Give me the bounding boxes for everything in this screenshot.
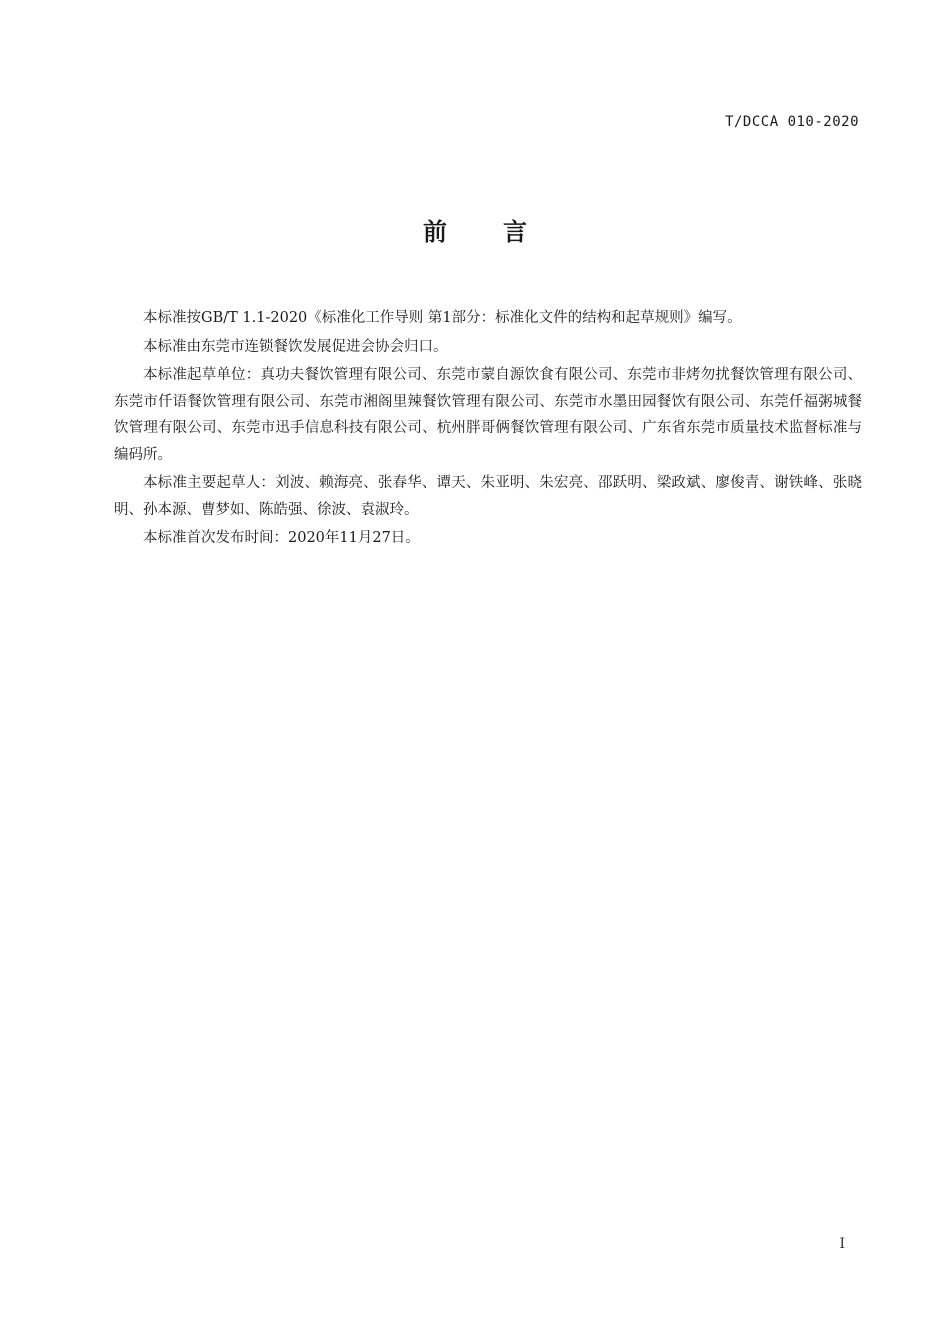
paragraph-drafters: 本标准主要起草人：刘波、赖海亮、张春华、谭天、朱亚明、朱宏亮、邵跃明、梁政斌、廖俊青、谢铁峰、张晓明、孙本源、曹梦如、陈皓强、徐波、袁淑玲。	[114, 475, 862, 518]
foreword-body	[114, 305, 862, 554]
paragraph-drafting-units: 本标准起草单位：真功夫餐饮管理有限公司、东莞市蒙自源饮食有限公司、东莞市非烤勿扰餐饮管理有限公司、东莞市仟语餐饮管理有限公司、东莞市湘阁里辣餐饮管理有限公司、东莞市水墨田园餐饮有限公司、东莞仟福粥城餐饮管理有限公司、东莞市迅手信息科技有限公司、杭州胖哥俩餐饮管理有限公司、广东省东莞市质量技术监督标准与编码所。	[114, 367, 862, 463]
page-number: I	[839, 1236, 845, 1252]
document-code: T/DCCA 010-2020	[725, 114, 859, 130]
paragraph-release-date: 本标准首次发布时间：2020年11月27日。	[143, 530, 420, 546]
paragraph-administration: 本标准由东莞市连锁餐饮发展促进会协会归口。	[143, 338, 448, 355]
paragraph-drafting-rules: 本标准按GB/T 1.1-2020《标准化工作导则 第1部分：标准化文件的结构和起草规则》编写。	[143, 310, 742, 326]
page-title: 前言	[423, 218, 583, 246]
